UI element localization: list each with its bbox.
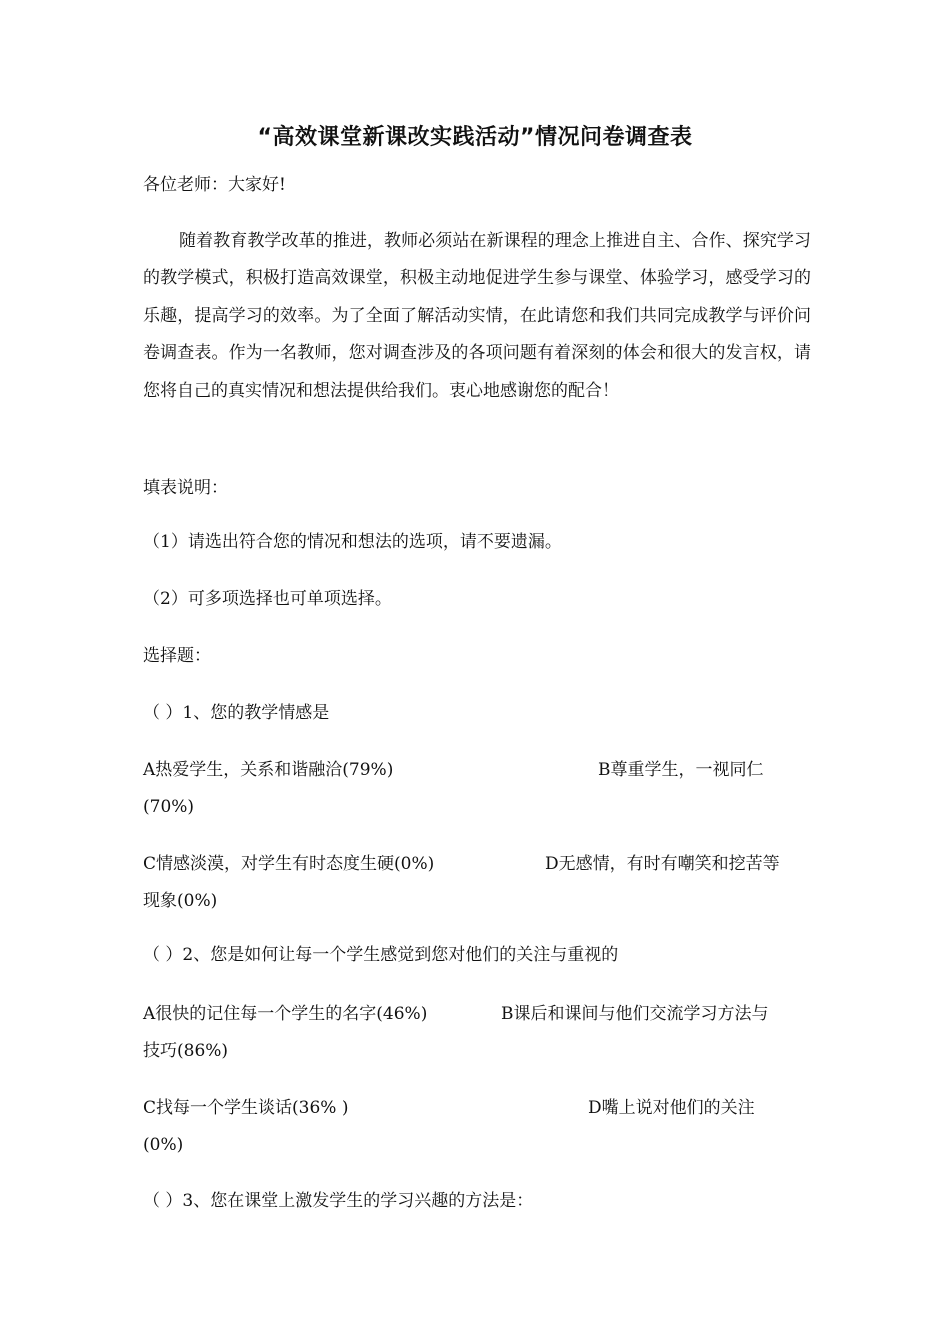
option-d: D无感情，有时有嘲笑和挖苦等 — [545, 854, 780, 874]
option-d-continued: 现象(0%) — [143, 891, 218, 911]
greeting: 各位老师：大家好! — [143, 175, 286, 195]
intro-line: 随着教育教学改革的推进，教师必须站在新课程的理念上推进自主、合作、 — [179, 231, 743, 251]
option-row — [143, 1090, 811, 1165]
instructions-heading: 填表说明： — [143, 478, 228, 498]
option-row — [143, 752, 811, 827]
question-stem: （ ）3、您在课堂上激发学生的学习兴趣的方法是： — [143, 1191, 534, 1211]
intro-line: 探究学习的教学模式，积极打造高效课堂，积极主动地促进学生参与课堂、体验 — [143, 231, 811, 289]
option-b: B课后和课间与他们交流学习方法与 — [501, 1004, 769, 1024]
option-b-continued: (70%) — [143, 797, 195, 817]
intro-line: 地感谢您的配合！ — [483, 380, 619, 401]
intro-line: 着深刻的体会和很大的发言权，请您将自己的真实情况和想法提供给我们。衷心 — [143, 343, 812, 401]
option-row — [143, 996, 811, 1071]
instruction-item: （2）可多项选择也可单项选择。 — [143, 589, 392, 609]
option-a: A很快的记住每一个学生的名字(46%) — [143, 1004, 428, 1024]
question-stem: （ ）1、您的教学情感是 — [143, 703, 330, 723]
intro-line: 学习，感受学习的乐趣，提高学习的效率。为了全面了解活动实情，在此请您和我 — [143, 268, 811, 326]
option-row — [143, 846, 811, 921]
option-b: B尊重学生，一视同仁 — [598, 760, 764, 780]
option-d-continued: (0%) — [143, 1135, 184, 1155]
option-a: A热爱学生，关系和谐融洽(79%) — [143, 760, 394, 780]
instruction-item: （1）请选出符合您的情况和想法的选项，请不要遗漏。 — [143, 532, 562, 552]
intro-paragraph — [143, 223, 811, 410]
option-c: C情感淡漠，对学生有时态度生硬(0%) — [143, 854, 435, 874]
page-title: “高效课堂新课改实践活动”情况问卷调查表 — [257, 125, 693, 150]
question-stem: （ ）2、您是如何让每一个学生感觉到您对他们的关注与重视的 — [143, 945, 619, 965]
option-c: C找每一个学生谈话(36% ) — [143, 1098, 349, 1118]
option-d: D嘴上说对他们的关注 — [588, 1098, 755, 1118]
option-b-continued: 技巧(86%) — [143, 1041, 229, 1061]
section-heading: 选择题： — [143, 646, 211, 666]
intro-line: 们共同完成教学与评价问卷调查表。作为一名教师，您对调查涉及的各项问题有 — [143, 305, 812, 364]
